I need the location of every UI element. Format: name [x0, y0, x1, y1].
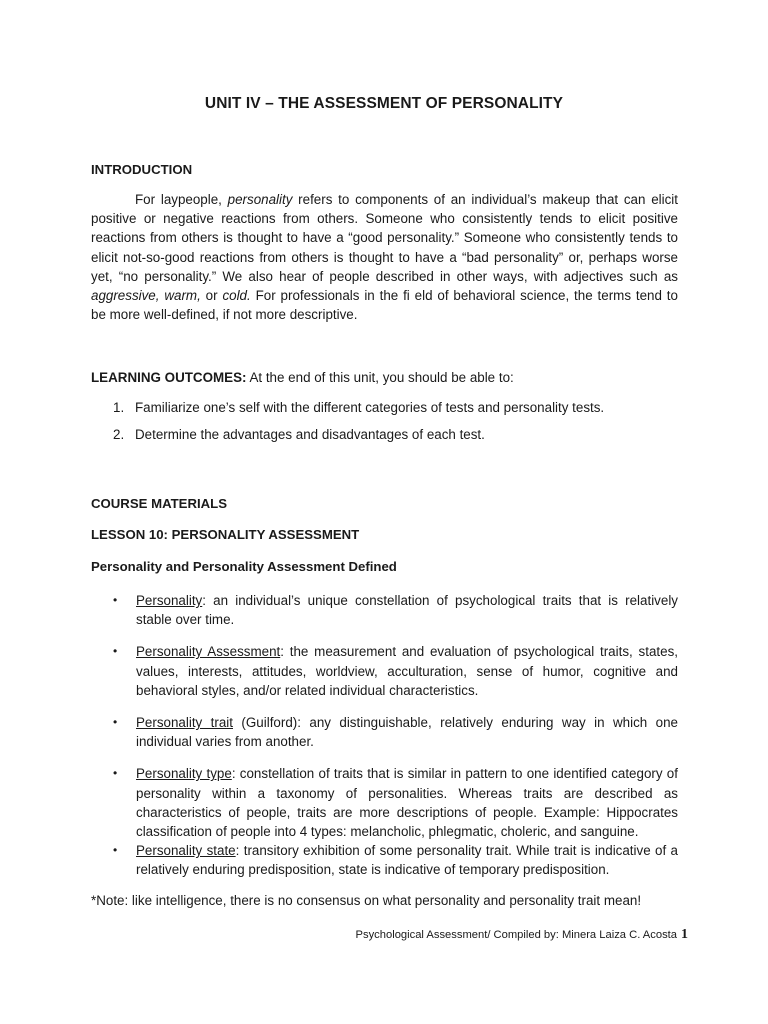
introduction-paragraph [91, 190, 678, 324]
list-text: Familiarize one’s self with the different categories of tests and personality tests. [135, 400, 605, 415]
definition-text: (Guilford): any distinguishable, relatively enduring way in which one individual varies from another. [136, 715, 678, 750]
list-item [113, 400, 673, 415]
list-item [113, 764, 678, 841]
bullet: • [113, 843, 118, 858]
bullet: • [113, 593, 118, 607]
definition-term: Personality Assessment [136, 644, 281, 660]
list-item [113, 591, 678, 629]
list-item [113, 841, 678, 879]
intro-text-2: refers to components of an individual’s makeup that can elicit positive or negative reactions from others. Someone who consistently tends to elicit positive reactions from others is thought to have a “good personality.” Someone who consistently tends to elicit not-so-good reactions from others is thought to have a “bad personality” or, perhaps worse yet, “no personality.” We also hear of people described in other ways, with adjectives such as [91, 192, 678, 284]
list-item [113, 642, 678, 700]
lesson-heading: LESSON 10: PERSONALITY ASSESSMENT [91, 527, 360, 542]
section-heading: Personality and Personality Assessment Defined [91, 559, 397, 574]
introduction-heading: INTRODUCTION [91, 162, 193, 177]
definition-term: Personality [136, 593, 203, 608]
definition-term: Personality type [136, 766, 232, 782]
page-footer [356, 927, 688, 943]
learning-outcomes-line [91, 368, 678, 387]
course-materials-heading: COURSE MATERIALS [91, 496, 228, 511]
definition-text: : the measurement and evaluation of psychological traits, states, values, interests, attitudes, worldview, acculturation, sense of humor, cognitive and behavioral styles, and/or related individual characteristics. [136, 644, 678, 698]
intro-cold: cold. [222, 288, 251, 304]
list-item [113, 427, 673, 442]
definitions-list [113, 591, 678, 880]
outcomes-list [113, 400, 673, 442]
intro-text-3: or [200, 288, 223, 304]
intro-adjectives: aggressive, warm, [91, 288, 201, 304]
page-title: UNIT IV – THE ASSESSMENT OF PERSONALITY [204, 95, 564, 112]
definition-text: : transitory exhibition of some personality trait. While trait is indicative of a relatively enduring predisposition, state is indicative of temporary predisposition. [136, 843, 678, 878]
list-item [113, 713, 678, 751]
learning-outcomes-text: At the end of this unit, you should be able to: [246, 370, 514, 385]
list-number: 1. [113, 400, 125, 415]
definition-text: : constellation of traits that is similar in pattern to one identified category of personality within a taxonomy of personalities. Whereas traits are described as characteristics of people, traits are more descriptions of people. Example: Hippocrates classification of people into 4 types: melancholic, phlegmatic, choleric, and sanguine. [136, 766, 678, 840]
intro-personality: personality [227, 192, 293, 207]
definition-term: Personality state [136, 843, 236, 859]
learning-outcomes-label: LEARNING OUTCOMES: [91, 370, 247, 385]
page-number: 1 [681, 927, 688, 942]
definition-term: Personality trait [136, 715, 233, 731]
list-number: 2. [113, 427, 125, 442]
footer-text: Psychological Assessment/ Compiled by: Minera Laiza C. Acosta [355, 929, 677, 941]
bullet: • [113, 715, 118, 730]
list-text: Determine the advantages and disadvantages of each test. [135, 427, 485, 442]
note-text: *Note: like intelligence, there is no consensus on what personality and personality trait mean! [91, 893, 642, 908]
bullet: • [113, 644, 118, 659]
intro-text-1: For laypeople, [135, 192, 228, 207]
bullet: • [113, 766, 118, 781]
definition-text: : an individual’s unique constellation of psychological traits that is relatively stable over time. [136, 593, 678, 628]
intro-text-4: For professionals in the fi eld of behavioral science, the terms tend to be more well-defined, if not more descriptive. [91, 288, 678, 323]
